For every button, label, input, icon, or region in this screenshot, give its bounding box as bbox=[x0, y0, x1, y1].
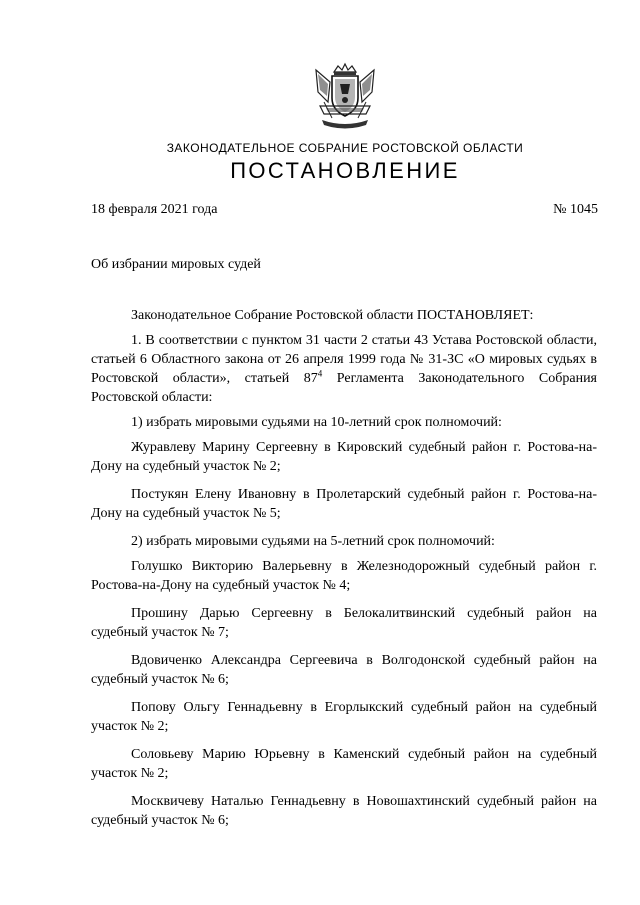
appointment-item: Москвичеву Наталью Геннадьевну в Новошахтинский судебный район на судебный участок № 6; bbox=[91, 794, 597, 828]
organization-name: ЗАКОНОДАТЕЛЬНОЕ СОБРАНИЕ РОСТОВСКОЙ ОБЛАСТИ bbox=[166, 141, 524, 155]
document-body bbox=[91, 306, 597, 839]
clause-1 bbox=[91, 331, 597, 407]
document-date: 18 февраля 2021 года bbox=[91, 202, 218, 217]
document-subject: Об избрании мировых судей bbox=[91, 257, 261, 272]
appointment-item: Вдовиченко Александра Сергеевича в Волгодонской судебный район на судебный участок № 6; bbox=[91, 653, 597, 687]
coat-of-arms-icon bbox=[312, 62, 378, 130]
preamble: Законодательное Собрание Ростовской области ПОСТАНОВЛЯЕТ: bbox=[131, 308, 534, 323]
appointment-item: Журавлеву Марину Сергеевну в Кировский судебный район г. Ростова-на-Дону на судебный участок № 2; bbox=[91, 440, 597, 474]
document-number: № 1045 bbox=[553, 202, 598, 217]
clause-1-text-end: Регламента Законодательного Собрания Ростовской области: bbox=[91, 371, 597, 405]
appointment-item: Прошину Дарью Сергеевну в Белокалитвинский судебный район на судебный участок № 7; bbox=[91, 606, 597, 640]
clause-1-superscript: 4 bbox=[317, 368, 323, 379]
subclause-1: 1) избрать мировыми судьями на 10-летний срок полномочий: bbox=[131, 415, 502, 430]
subclause-2: 2) избрать мировыми судьями на 5-летний срок полномочий: bbox=[131, 534, 495, 549]
appointment-item: Постукян Елену Ивановну в Пролетарский судебный район г. Ростова-на-Дону на судебный участок № 5; bbox=[91, 487, 597, 521]
appointment-item: Попову Ольгу Геннадьевну в Егорлыкский судебный район на судебный участок № 2; bbox=[91, 700, 597, 734]
clause-1-text: 1. В соответствии с пунктом 31 части 2 статьи 43 Устава Ростовской области, статьей 6 Областного закона от 26 апреля 1999 года № 31-ЗС «О мировых судьях в Ростовской области», статьей 87 bbox=[91, 333, 597, 386]
appointment-item: Голушко Викторию Валерьевну в Железнодорожный судебный район г. Ростова-на-Дону на судебный участок № 4; bbox=[91, 559, 597, 593]
appointment-item: Соловьеву Марию Юрьевну в Каменский судебный район на судебный участок № 2; bbox=[91, 747, 597, 781]
document-type-title: ПОСТАНОВЛЕНИЕ bbox=[230, 158, 460, 183]
